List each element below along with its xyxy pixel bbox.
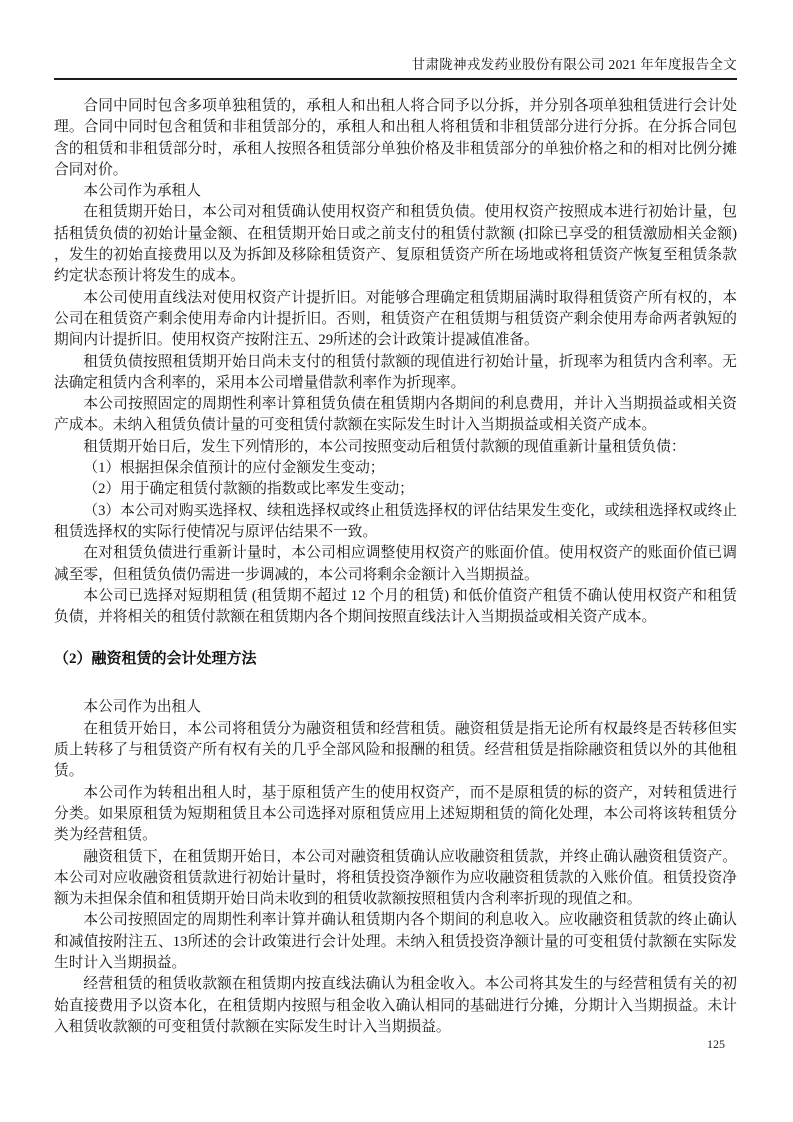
body-paragraph: 在租赁期开始日，本公司对租赁确认使用权资产和租赁负债。使用权资产按照成本进行初始计量，包括租赁负债的初始计量金额、在租赁期开始日或之前支付的租赁付款额 (扣除已享受的租赁激励相关金额) ，发生的初始直接费用以及为拆卸及移除租赁资产、复原租赁资产所在场地或将租赁资产恢复至租赁条款约定状态预计将发生的成本。: [54, 204, 737, 285]
body-paragraph: 本公司作为转租出租人时，基于原租赁产生的使用权资产，而不是原租赁的标的资产，对转租赁进行分类。如果原租赁为短期租赁且本公司选择对原租赁应用上述短期租赁的简化处理，本公司将该转租赁分类为经营租赁。: [54, 784, 737, 844]
body-paragraph: （3）本公司对购买选择权、续租选择权或终止租赁选择权的评估结果发生变化，或续租选择权或终止租赁选择权的实际行使情况与原评估结果不一致。: [54, 502, 737, 540]
body-paragraph: 租赁负债按照租赁期开始日尚未支付的租赁付款额的现值进行初始计量，折现率为租赁内含利率。无法确定租赁内含利率的，采用本公司增量借款利率作为折现率。: [54, 353, 737, 391]
body-paragraph: 本公司使用直线法对使用权资产计提折旧。对能够合理确定租赁期届满时取得租赁资产所有权的，本公司在租赁资产剩余使用寿命内计提折旧。否则，租赁资产在租赁期与租赁资产剩余使用寿命两者孰短的期间内计提折旧。使用权资产按附注五、29所述的会计政策计提减值准备。: [54, 289, 737, 349]
body-paragraph: （1）根据担保余值预计的应付金额发生变动；: [83, 460, 385, 477]
body-paragraph: 经营租赁的租赁收款额在租赁期内按直线法确认为租金收入。本公司将其发生的与经营租赁有关的初始直接费用予以资本化，在租赁期内按照与租金收入确认相同的基础进行分摊，分期计入当期损益。未计入租赁收款额的可变租赁付款额在实际发生时计入当期损益。: [54, 976, 737, 1035]
body-paragraph: 本公司按照固定的周期性利率计算租赁负债在租赁期内各期间的利息费用，并计入当期损益或相关资产成本。未纳入租赁负债计量的可变租赁付款额在实际发生时计入当期损益或相关资产成本。: [54, 396, 737, 434]
body-paragraph: 本公司按照固定的周期性利率计算并确认租赁期内各个期间的利息收入。应收融资租赁款的终止确认和减值按附注五、13所述的会计政策进行会计处理。未纳入租赁投资净额计量的可变租赁付款额在实际发生时计入当期损益。: [54, 912, 737, 971]
document-body: [54, 96, 737, 1038]
body-paragraph: 在对租赁负债进行重新计量时，本公司相应调整使用权资产的账面价值。使用权资产的账面价值已调减至零，但租赁负债仍需进一步调减的，本公司将剩余金额计入当期损益。: [54, 545, 737, 583]
body-paragraph: 在租赁开始日，本公司将租赁分为融资租赁和经营租赁。融资租赁是指无论所有权最终是否转移但实质上转移了与租赁资产所有权有关的几乎全部风险和报酬的租赁。经营租赁是指除融资租赁以外的其他租赁。: [54, 720, 737, 780]
body-paragraph: 本公司作为承租人: [83, 183, 201, 200]
body-paragraph: 租赁期开始日后，发生下列情形的，本公司按照变动后租赁付款额的现值重新计量租赁负债：: [83, 438, 686, 455]
body-paragraph: 合同中同时包含多项单独租赁的，承租人和出租人将合同予以分拆，并分别各项单独租赁进行会计处理。合同中同时包含租赁和非租赁部分的，承租人和出租人将租赁和非租赁部分进行分拆。在分拆合同包含的租赁和非租赁部分时，承租人按照各租赁部分单独价格及非租赁部分的单独价格之和的相对比例分摊合同对价。: [54, 98, 737, 178]
body-paragraph: 本公司作为出租人: [83, 699, 201, 716]
page-number: 125: [707, 1037, 725, 1051]
body-paragraph: （2）用于确定租赁付款额的指数或比率发生变动；: [83, 481, 414, 498]
body-paragraph: 本公司已选择对短期租赁 (租赁期不超过 12 个月的租赁) 和低价值资产租赁不确认使用权资产和租赁负债，并将相关的租赁付款额在租赁期内各个期间按照直线法计入当期损益或相关资产成本。: [54, 587, 737, 626]
page-header-title: 甘肃陇神戎发药业股份有限公司 2021 年年度报告全文: [54, 56, 737, 80]
body-paragraph: 融资租赁下，在租赁期开始日，本公司对融资租赁确认应收融资租赁款，并终止确认融资租赁资产。本公司对应收融资租赁款进行初始计量时，将租赁投资净额作为应收融资租赁款的入账价值。租赁投资净额为未担保余值和租赁期开始日尚未收到的租赁收款额按照租赁内含利率折现的现值之和。: [54, 848, 737, 908]
section-heading: （2）融资租赁的会计处理方法: [54, 651, 257, 668]
